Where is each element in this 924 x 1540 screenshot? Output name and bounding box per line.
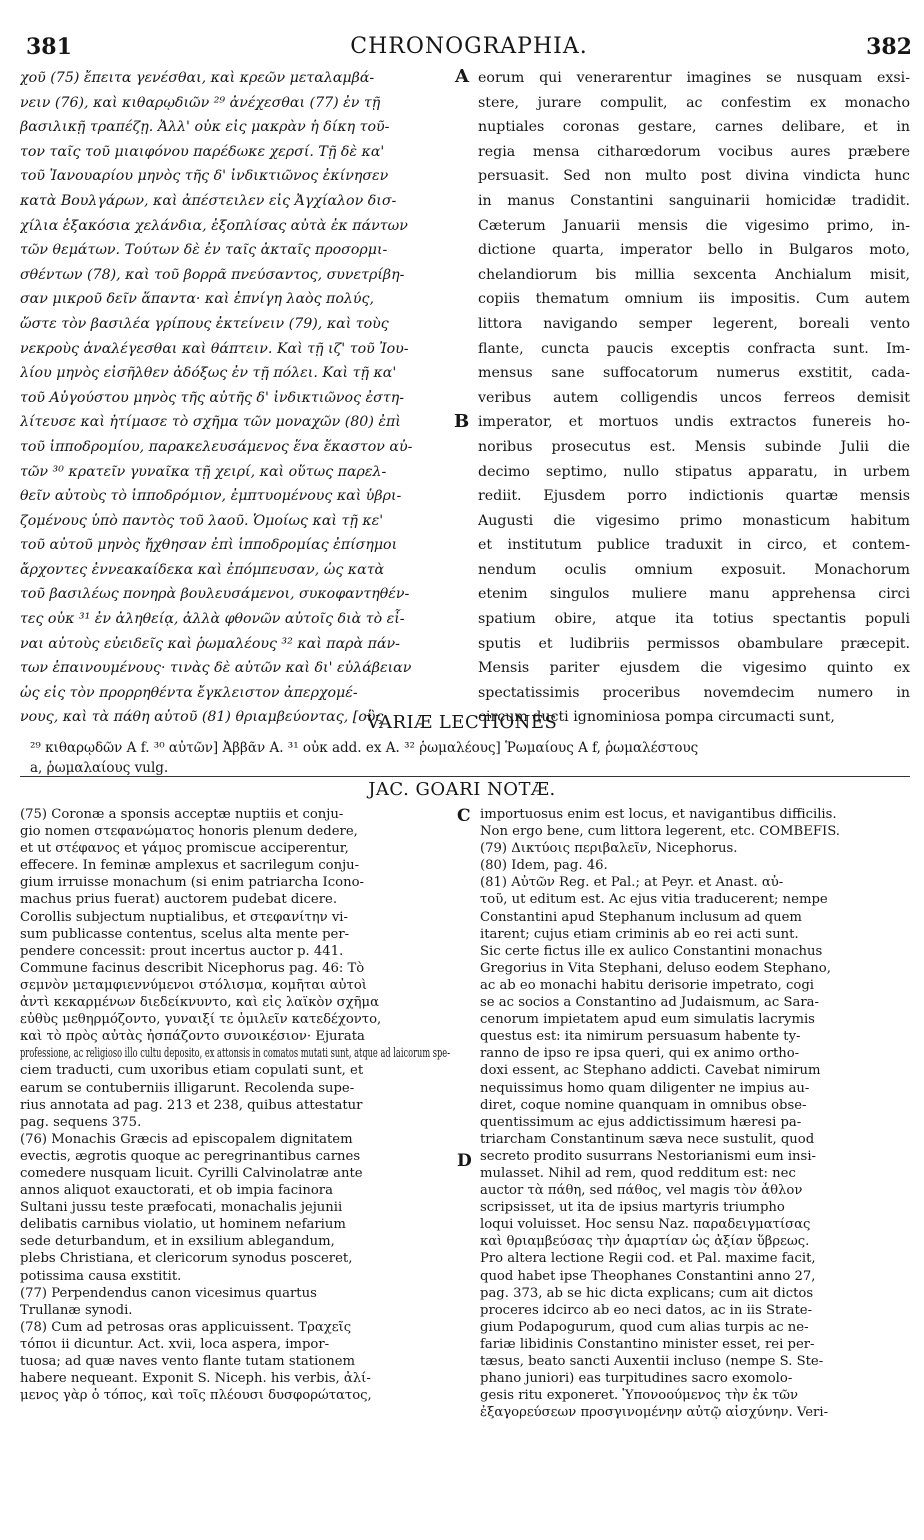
note-line: Sic certe fictus ille ex aulico Constantini monachus xyxy=(480,943,823,959)
note-line: phano juniori) eas turpitudines sacro exomolo- xyxy=(480,1371,793,1387)
note-line: triarcham Constantinum sæva nece sustulit, quod xyxy=(480,1131,815,1147)
greek-text-line: νεκροὺς ἀναλέγεσθαι καὶ θάπτειν. Καὶ τῇ ιζ' τοῦ Ἰου- xyxy=(20,340,409,357)
latin-text-line: mensus sane suffocatorum numerus exstitit, cada- xyxy=(478,365,910,382)
note-line: ranno de ipso re ipsa queri, qui ex animo ortho- xyxy=(480,1046,800,1062)
latin-text-line: nendum oculis omnium exposuit. Monachorum xyxy=(478,561,910,578)
greek-text-line: τον ταῖς τοῦ μιαιφόνου παρέδωκε χερσί. Τῇ δὲ κα' xyxy=(20,143,385,160)
greek-text-line: βασιλικῇ τραπέζῃ. Ἀλλ' οὐκ εἰς μακρὰν ἡ δίκη τοῦ- xyxy=(20,119,390,136)
note-line: μενος γὰρ ὁ τόπος, καὶ τοῖς πλέουσι δυσφορώτατος, xyxy=(20,1388,372,1404)
latin-text-line: decimo septimo, nullo stipatus apparatu, in urbem xyxy=(478,463,910,480)
greek-text-line: λίτευσε καὶ ἠτίμασε τὸ σχῆμα τῶν μοναχῶν (80) ἐπὶ xyxy=(20,414,401,431)
latin-text-line: noribus prosecutus est. Mensis subinde Julii die xyxy=(478,438,910,455)
note-line: (77) Perpendendus canon vicesimus quartus xyxy=(20,1285,317,1301)
note-line: quod habet ipse Theophanes Constantini anno 27, xyxy=(480,1268,816,1284)
margin-letter-b: B xyxy=(454,411,470,432)
note-line: (81) Αὐτῶν Reg. et Pal.; at Peyr. et Anast. αὐ- xyxy=(480,875,784,891)
note-line: machus prius fuerat) auctorem pudebat dicere. xyxy=(20,892,338,908)
variant-reading-line: a, ῥωμαλαίους vulg. xyxy=(30,760,169,776)
latin-text-line: rediit. Ejusdem porro indictionis quartæ mensis xyxy=(478,488,910,505)
greek-text-line: κατὰ Βουλγάρων, καὶ ἀπέστειλεν εἰς Ἀγχίαλον δισ- xyxy=(20,192,397,209)
notes-title: JAC. GOARI NOTÆ. xyxy=(368,779,556,800)
note-line: delibatis carnibus violatio, ut hominem nefarium xyxy=(20,1217,346,1233)
note-line: sede deturbandum, et in exsilium ablegandum, xyxy=(20,1234,335,1250)
greek-text-line: ναι αὐτοὺς εὐειδεῖς καὶ ῥωμαλέους ³² καὶ παρὰ πάν- xyxy=(20,635,400,652)
note-line: gio nomen στεφανώματος honoris plenum dedere, xyxy=(20,824,358,840)
note-line: καὶ τὸ πρὸς αὐτὰς ἠσπάζοντο συνοικέσιον· Ejurata xyxy=(20,1029,365,1045)
notes-right-column xyxy=(480,806,910,1421)
greek-text-line: ζομένους ὑπὸ παντὸς τοῦ λαοῦ. Ὁμοίως καὶ τῇ κε' xyxy=(20,512,384,529)
note-line: nequissimus homo quam diligenter ne impius au- xyxy=(480,1080,810,1096)
note-line: itarent; cujus etiam criminis ab eo rei acti sunt. xyxy=(480,926,799,942)
note-line: (76) Monachis Græcis ad episcopalem dignitatem xyxy=(20,1131,353,1147)
note-line: Sultani jussu teste præfocati, monachalis jejunii xyxy=(20,1200,343,1216)
latin-text-line: dictione quarta, imperator bello in Bulgaros moto, xyxy=(478,242,910,259)
note-line: Constantini apud Stephanum inclusum ad quem xyxy=(480,909,802,925)
note-line: τοῦ, ut editum est. Ac ejus vitia traducerent; nempe xyxy=(480,892,828,908)
greek-text-line: τῶν ³⁰ κρατεῖν γυναῖκα τῇ χειρί, καὶ οὕτως παρελ- xyxy=(20,463,387,480)
note-line: habere nequeant. Exponit S. Niceph. his verbis, ἀλί- xyxy=(20,1371,371,1387)
note-line: καὶ θριαμβεύσας τὴν ἁμαρτίαν ὡς ἀξίαν ὕβρεως. xyxy=(480,1234,810,1250)
note-line: importuosus enim est locus, et navigantibus difficilis. xyxy=(480,807,837,822)
note-line: pendere concessit: prout incertus auctor p. 441. xyxy=(20,943,344,959)
latin-text-line: littora navigando semper legerent, boreali vento xyxy=(478,315,910,332)
variae-lectiones-title: VARIÆ LECTIONES xyxy=(366,712,558,733)
greek-text-line: των ἐπαινουμένους· τινὰς δὲ αὐτῶν καὶ δι' εὐλάβειαν xyxy=(20,660,412,677)
note-line: gesis ritu exponeret. Ὑπονοούμενος τὴν ἐκ τῶν xyxy=(480,1388,799,1404)
latin-text-line: Augusti die vigesimo primo monasticum habitum xyxy=(478,512,910,529)
latin-text-line: Mensis pariter ejusdem die vigesimo quinto ex xyxy=(478,660,910,677)
note-line: proceres idcirco ab eo neci datos, ac in iis Strate- xyxy=(480,1302,813,1318)
greek-text-column xyxy=(20,66,448,730)
note-line: cenorum impietatem apud eum simulatis lacrymis xyxy=(480,1012,815,1028)
greek-text-line: τοῦ Ἰανουαρίου μηνὸς τῆς δ' ἰνδικτιῶνος ἐκίνησεν xyxy=(20,168,389,185)
section-rule xyxy=(20,776,910,777)
greek-text-line: χίλια ἑξακόσια χελάνδια, ἐξοπλίσας αὐτὰ ἐκ πάντων xyxy=(20,217,408,234)
greek-text-line: ὡς εἰς τὸν προρρηθέντα ἔγκλειστον ἀπερχομέ- xyxy=(20,684,358,701)
note-line: Gregorius in Vita Stephani, deluso eodem Stephano, xyxy=(480,960,831,976)
note-line: ἀντὶ κεκαρμένων διεδείκνυντο, καὶ εἰς λαϊκὸν σχῆμα xyxy=(20,995,380,1011)
note-line: plebs Christiana, et clericorum synodus posceret, xyxy=(20,1251,353,1267)
note-line: auctor τὰ πάθη, sed πάθος, vel magis τὸν ἆθλον xyxy=(480,1183,803,1199)
latin-text-line: Cæterum Januarii mensis die vigesimo primo, in- xyxy=(478,217,910,234)
latin-text-line: flante, cuncta paucis exceptis confracta sunt. Im- xyxy=(478,340,910,357)
note-line: questus est: ita nimirum persuasum habente ty- xyxy=(480,1029,801,1045)
note-line: (75) Coronæ a sponsis acceptæ nuptiis et conju- xyxy=(20,807,344,822)
note-line: secreto prodito susurrans Nestorianismi eum insi- xyxy=(480,1148,816,1164)
greek-text-line: τες οὐκ ³¹ ἐν ἀληθείᾳ, ἀλλὰ φθονῶν αὐτοῖς διὰ τὸ εἶ- xyxy=(20,611,405,628)
latin-text-line: spatium obire, atque ita totius spectantis populi xyxy=(478,611,910,628)
page-number-right: 382 xyxy=(866,34,912,60)
note-line: scripsisset, ut ita de ipsius martyris triumpho xyxy=(480,1200,785,1216)
note-line: diret, coque nomine quanquam in omnibus obse- xyxy=(480,1097,807,1113)
note-line: Pro altera lectione Regii cod. et Pal. maxime facit, xyxy=(480,1251,816,1267)
greek-text-line: ὥστε τὸν βασιλέα γρίπους ἐκτείνειν (79), καὶ τοὺς xyxy=(20,315,389,332)
latin-text-line: in manus Constantini sanguinarii homicidæ tradidit. xyxy=(478,192,910,209)
latin-text-line: et institutum publice traduxit in circo, et contem- xyxy=(478,537,910,554)
note-line: et ut στέφανος et γάμος promiscue acciperentur, xyxy=(20,841,349,857)
latin-text-line: spectatissimis proceribus novemdecim numero in xyxy=(478,684,910,701)
notes-left-column xyxy=(20,806,450,1404)
note-line: Commune facinus describit Nicephorus pag. 46: Τὸ xyxy=(20,960,365,976)
note-line: gium Podapogurum, quod cum alias turpis ac ne- xyxy=(480,1319,809,1335)
greek-text-line: τοῦ ἱπποδρομίου, παρακελευσάμενος ἕνα ἕκαστον αὐ- xyxy=(20,438,413,455)
latin-text-line: sputis et ludibriis permissos obambulare præcepit. xyxy=(478,635,910,652)
note-line: annos aliquot exauctorati, et ob impia facinora xyxy=(20,1183,333,1199)
note-line: tuosa; ad quæ naves vento flante tutam stationem xyxy=(20,1354,356,1369)
greek-text-line: τῶν θεμάτων. Τούτων δὲ ἐν ταῖς ἀκταῖς προσορμι- xyxy=(20,242,388,259)
latin-text-line: eorum qui venerarentur imagines se nusquam exsi- xyxy=(478,70,910,86)
variant-reading-line: ²⁹ κιθαρῳδῶν A f. ³⁰ αὐτῶν] Ἀββᾶν A. ³¹ οὐκ add. ex A. ³² ῥωμαλέους] Ῥωμαίους A f, ῥωμαλέστους xyxy=(30,740,699,756)
note-line: ciem traducti, cum uxoribus etiam copulati sunt, et xyxy=(20,1063,364,1079)
note-line: se ac socios a Constantino ad Judaismum, ac Sara- xyxy=(480,995,819,1011)
note-line: doxi essent, ac Stephano addicti. Cavebat nimirum xyxy=(480,1063,821,1079)
greek-text-line: σαν μικροῦ δεῖν ἅπαντα· καὶ ἐπνίγη λαὸς πολύς, xyxy=(20,291,374,308)
note-line: loqui voluisset. Hoc sensu Naz. παραδειγματίσας xyxy=(480,1217,811,1233)
note-line: gium irruisse monachum (si enim patriarcha Icono- xyxy=(20,875,364,891)
greek-text-line: λίου μηνὸς εἰσῆλθεν ἀδόξως ἐν τῇ πόλει. Καὶ τῇ κα' xyxy=(20,365,397,382)
greek-text-line: τοῦ βασιλέως πονηρὰ βουλευσάμενοι, συκοφαντηθέν- xyxy=(20,586,410,603)
latin-text-line: persuasit. Sed non multo post divina vindicta hunc xyxy=(478,168,910,185)
page-number-left: 381 xyxy=(26,34,72,60)
greek-text-line: νειν (76), καὶ κιθαρῳδιῶν ²⁹ ἀνέχεσθαι (77) ἐν τῇ xyxy=(20,94,381,111)
note-line: earum se contuberniis illigarunt. Recolenda supe- xyxy=(20,1080,355,1096)
note-line: pag. 373, ab se hic dicta explicans; cum ait dictos xyxy=(480,1285,814,1301)
latin-text-line: copiis thematum omnium iis impositis. Cum autem xyxy=(478,291,910,308)
note-line: Non ergo bene, cum littora legerent, etc. COMBEFIS. xyxy=(480,824,840,840)
note-line: fariæ libidinis Constantino minister esset, rei per- xyxy=(480,1336,815,1352)
running-header xyxy=(26,34,912,62)
latin-text-line: circum ducti ignominiosa pompa circumacti sunt, xyxy=(478,709,835,726)
note-line: effecere. In feminæ amplexus et sacrilegum conju- xyxy=(20,858,360,874)
note-line: mulasset. Nihil ad rem, quod redditum est: nec xyxy=(480,1165,796,1181)
latin-text-line: imperator, et mortuos undis extractos funereis ho- xyxy=(478,414,910,431)
latin-text-line: etenim singulos muliere manu apprehensa circi xyxy=(478,586,910,603)
greek-text-line: θεῖν αὐτοὺς τὸ ἱπποδρόμιον, ἐμπτυομένους καὶ ὑβρι- xyxy=(20,488,402,505)
note-line: comedere nusquam licuit. Cyrilli Calvinolatræ ante xyxy=(20,1165,363,1181)
greek-text-line: τοῦ αὐτοῦ μηνὸς ἤχθησαν ἐπὶ ἱπποδρομίας ἐπίσημοι xyxy=(20,537,398,554)
note-line: sum publicasse contentus, scelus alta mente per- xyxy=(20,926,350,942)
note-line: rius annotata ad pag. 213 et 238, quibus attestatur xyxy=(20,1097,363,1113)
note-line: professione, ac religioso illo cultu deposito, ex attonsis in comatos mutati sunt, atque ad laicorum spe- xyxy=(20,1046,450,1062)
note-line: potissima causa exstitit. xyxy=(20,1268,182,1284)
running-title: CHRONOGRAPHIA. xyxy=(350,34,588,59)
note-line: evectis, ægrotis quoque ac peregrinantibus carnes xyxy=(20,1148,361,1164)
note-line: (78) Cum ad petrosas oras applicuissent. Τραχεῖς xyxy=(20,1319,352,1335)
latin-text-line: veribus autem colligendis uncos ferreos demisit xyxy=(478,389,910,406)
note-line: tæsus, beato sancti Auxentii incluso (nempe S. Ste- xyxy=(480,1354,824,1369)
margin-letter-c: C xyxy=(457,806,471,826)
latin-text-line: regia mensa citharœdorum vocibus aures præbere xyxy=(478,143,910,160)
notes-area xyxy=(20,806,910,1536)
variant-readings xyxy=(30,738,900,778)
note-line: (80) Idem, pag. 46. xyxy=(480,858,608,874)
greek-text-line: ἄρχοντες ἐννεακαίδεκα καὶ ἐπόμπευσαν, ὡς κατὰ xyxy=(20,561,385,578)
latin-text-line: stere, jurare compulit, ac confestim ex monacho xyxy=(478,94,910,111)
latin-text-line: chelandiorum bis millia sexcenta Anchialum misit, xyxy=(478,266,910,283)
note-line: εὐθὺς μεθηρμόζοντο, γυναιξί τε ὁμιλεῖν κατεδέχοντο, xyxy=(20,1012,382,1028)
note-line: (79) Δικτύοις περιβαλεῖν, Nicephorus. xyxy=(480,841,738,857)
greek-text-line: τοῦ Αὐγούστου μηνὸς τῆς αὐτῆς δ' ἰνδικτιῶνος ἐστη- xyxy=(20,389,404,406)
note-line: σεμνὸν μεταμφιεννύμενοι στόλισμα, κομῆται αὐτοὶ xyxy=(20,977,367,993)
note-line: pag. sequens 375. xyxy=(20,1114,142,1130)
margin-letter-d: D xyxy=(457,1151,472,1171)
note-line: τόποι ii dicuntur. Act. xvii, loca aspera, impor- xyxy=(20,1336,330,1352)
note-line: Trullanæ synodi. xyxy=(20,1302,133,1318)
note-line: quentissimum ac ejus addictissimum hæresi pa- xyxy=(480,1114,802,1130)
latin-text-line: nuptiales coronas gestare, carnes delibare, et in xyxy=(478,119,910,136)
margin-letter-a: A xyxy=(455,66,469,87)
note-line: ἐξαγορεύσεων προσγινομένην αὐτῷ αἰσχύνην. Veri- xyxy=(480,1405,829,1421)
greek-text-line: σθέντων (78), καὶ τοῦ βορρᾶ πνεύσαντος, συνετρίβη- xyxy=(20,266,405,283)
latin-text-column xyxy=(478,66,910,730)
note-line: ac ab eo monachi habitu derisorie impetrato, cogi xyxy=(480,977,814,993)
note-line: Corollis subjectum nuptialibus, et στεφανίτην vi- xyxy=(20,909,348,925)
greek-text-line: χοῦ (75) ἔπειτα γενέσθαι, καὶ κρεῶν μεταλαμβά- xyxy=(20,70,375,86)
greek-text-line: νους, καὶ τὰ πάθη αὐτοῦ (81) θριαμβεύοντας, [οὓς xyxy=(20,709,384,726)
